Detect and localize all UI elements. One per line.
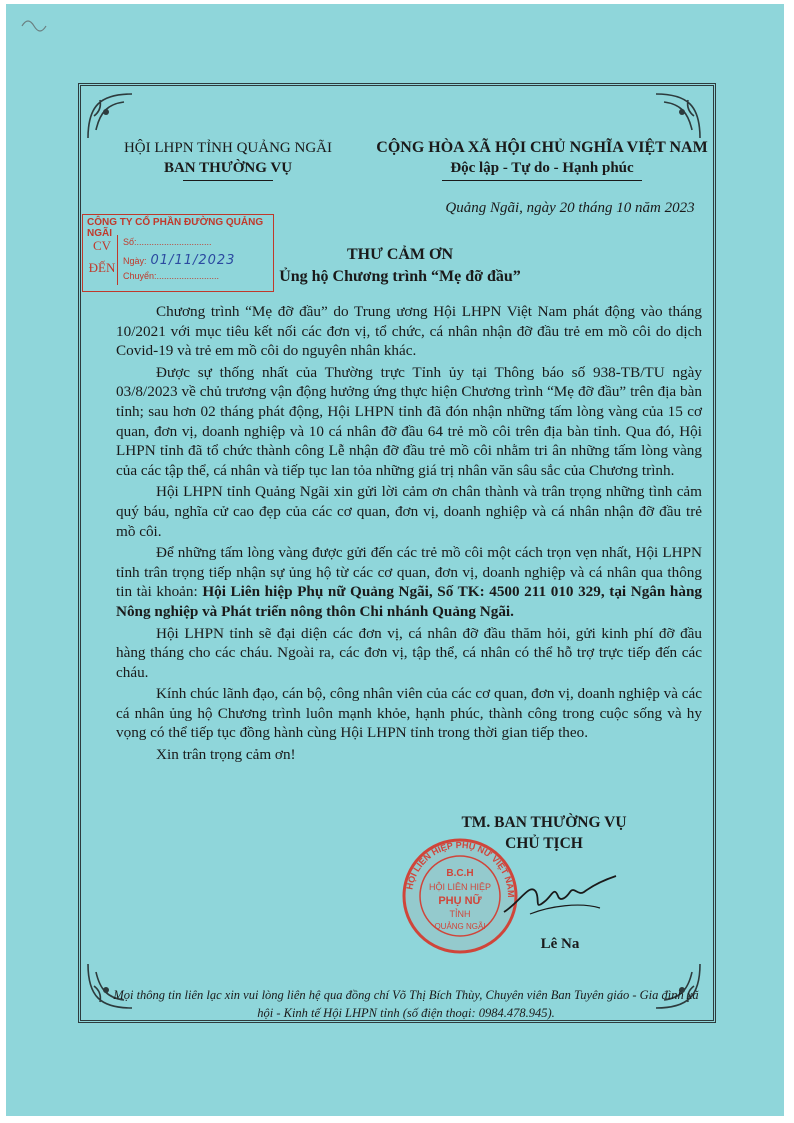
issuer-org: HỘI LHPN TỈNH QUẢNG NGÃI xyxy=(123,140,333,156)
stamp-chuyen-row: Chuyển:......................... xyxy=(123,271,220,281)
paragraph-4 xyxy=(116,543,702,621)
paragraph-6: Kính chúc lãnh đạo, cán bộ, công nhân viên của các cơ quan, đơn vị, doanh nghiệp và các cá nhân ủng hộ Chương trình luôn mạnh khỏe, hạnh phúc, thành công trong cuộc sống và hy vọng có thể tiếp tục đồng hành cùng Hội LHPN tỉnh trong thời gian tiếp theo. xyxy=(116,685,702,742)
svg-text:PHỤ NỮ: PHỤ NỮ xyxy=(438,895,482,907)
paragraph-3: Hội LHPN tỉnh Quảng Ngãi xin gửi lời cảm ơn chân thành và trân trọng những tình cảm quý báu, nghĩa cử cao đẹp của các cơ quan, đơn vị, doanh nghiệp và cá nhân nhận đỡ đầu trẻ mồ côi. xyxy=(116,483,702,540)
svg-text:HỘI LIÊN HIỆP: HỘI LIÊN HIỆP xyxy=(428,882,492,892)
title-main: THƯ CẢM ƠN xyxy=(346,246,454,263)
national-motto: Độc lập - Tự do - Hạnh phúc xyxy=(450,160,634,176)
svg-text:QUẢNG NGÃI: QUẢNG NGÃI xyxy=(434,922,486,931)
stamp-chuyen-label: Chuyển: xyxy=(123,271,157,281)
title-sub: Ủng hộ Chương trình “Mẹ đỡ đầu” xyxy=(279,268,521,285)
stamp-ngay-label: Ngày: xyxy=(123,256,147,266)
stamp-company: CÔNG TY CỔ PHẦN ĐƯỜNG QUẢNG NGÃI xyxy=(87,217,264,239)
paragraph-2: Được sự thống nhất của Thường trực Tỉnh ủy tại Thông báo số 938-TB/TU ngày 03/8/2023 về chủ trương vận động hưởng ứng thực hiện Chương trình “Mẹ đỡ đầu” trên địa bàn tỉnh; sau hơn 02 tháng phát động, Hội LHPN tỉnh đã đón nhận những tấm lòng vàng của 15 cơ quan, đơn vị, doanh nghiệp và 10 cá nhân đỡ đầu 64 trẻ mồ côi trên địa bàn tỉnh. Qua đó, Hội LHPN tỉnh đã tổ chức thành công Lễ nhận đỡ đầu trẻ mồ côi nhằm tri ân những tấm lòng vàng của các tập thể, cá nhân và tiếp tục lan tỏa những giá trị nhân văn sâu sắc của Chương trình. xyxy=(116,363,702,479)
signature-line-2: CHỦ TỊCH xyxy=(505,835,583,852)
stamp-so-row: Số:.............................. xyxy=(123,237,212,247)
signature-line-1: TM. BAN THƯỜNG VỤ xyxy=(461,814,627,831)
stamp-cv-box xyxy=(87,235,118,285)
svg-text:HỘI LIÊN HIỆP PHỤ NỮ VIỆT NAM: HỘI LIÊN HIỆP PHỤ NỮ VIỆT NAM xyxy=(404,839,517,898)
letter-title xyxy=(200,244,600,288)
issuer-dept: BAN THƯỜNG VỤ xyxy=(163,160,293,176)
svg-text:B.C.H: B.C.H xyxy=(446,868,474,879)
signer-name: Lê Na xyxy=(540,936,580,952)
corner-ornament-top-right xyxy=(648,86,708,146)
issuer-underline xyxy=(183,180,273,181)
motto-underline xyxy=(442,180,642,181)
national-header xyxy=(352,138,732,181)
stamp-den: ĐẾN xyxy=(88,260,116,275)
paragraph-4-text: Để những tấm lòng vàng được gửi đến các trẻ mồ côi một cách trọn vẹn nhất, Hội LHPN tỉnh trân trọng tiếp nhận sự ủng hộ từ các cơ quan, đơn vị, doanh nghiệp và cá nhân qua thông tin tài khoản: xyxy=(116,544,702,601)
svg-text:TỈNH: TỈNH xyxy=(449,909,471,919)
paragraph-1: Chương trình “Mẹ đỡ đầu” do Trung ương Hội LHPN Việt Nam phát động vào tháng 10/2021 với mục tiêu kết nối các đơn vị, tổ chức, cá nhân nhận đỡ đầu trẻ em mồ côi do dịch Covid-19 và trẻ em mồ côi do nguyên nhân khác. xyxy=(116,303,702,360)
letter-date: Quảng Ngãi, ngày 20 tháng 10 năm 2023 xyxy=(445,200,695,216)
national-title: CỘNG HÒA XÃ HỘI CHỦ NGHĨA VIỆT NAM xyxy=(376,139,708,156)
bank-account-info: Hội Liên hiệp Phụ nữ Quảng Ngãi, Số TK: 4500 211 010 329, tại Ngân hàng Nông nghiệp và Phát triển nông thôn Chi nhánh Quảng Ngãi. xyxy=(116,583,702,620)
stamp-cv: CV xyxy=(92,238,112,253)
letter-body xyxy=(116,302,702,767)
contact-footer: Mọi thông tin liên lạc xin vui lòng liên hệ qua đồng chí Võ Thị Bích Thùy, Chuyên viên Ban Tuyên giáo - Gia đình xã hội - Kinh tế Hội LHPN tỉnh (số điện thoại: 0984.478.945). xyxy=(113,988,699,1020)
paragraph-5: Hội LHPN tỉnh sẽ đại diện các đơn vị, cá nhân đỡ đầu thăm hỏi, gửi kinh phí đỡ đầu hàng tháng cho các cháu. Ngoài ra, các đơn vị, tập thể, cá nhân có thể hỗ trợ trực tiếp đến các cháu. xyxy=(116,624,702,681)
handwritten-signature xyxy=(500,862,620,922)
corner-flourish-mark xyxy=(18,12,58,32)
paragraph-7: Xin trân trọng cảm ơn! xyxy=(156,746,296,764)
stamp-ngay-value: 01/11/2023 xyxy=(150,253,236,268)
corner-ornament-top-left xyxy=(80,86,140,146)
stamp-so-label: Số: xyxy=(123,237,137,247)
issuer-header xyxy=(108,138,348,181)
